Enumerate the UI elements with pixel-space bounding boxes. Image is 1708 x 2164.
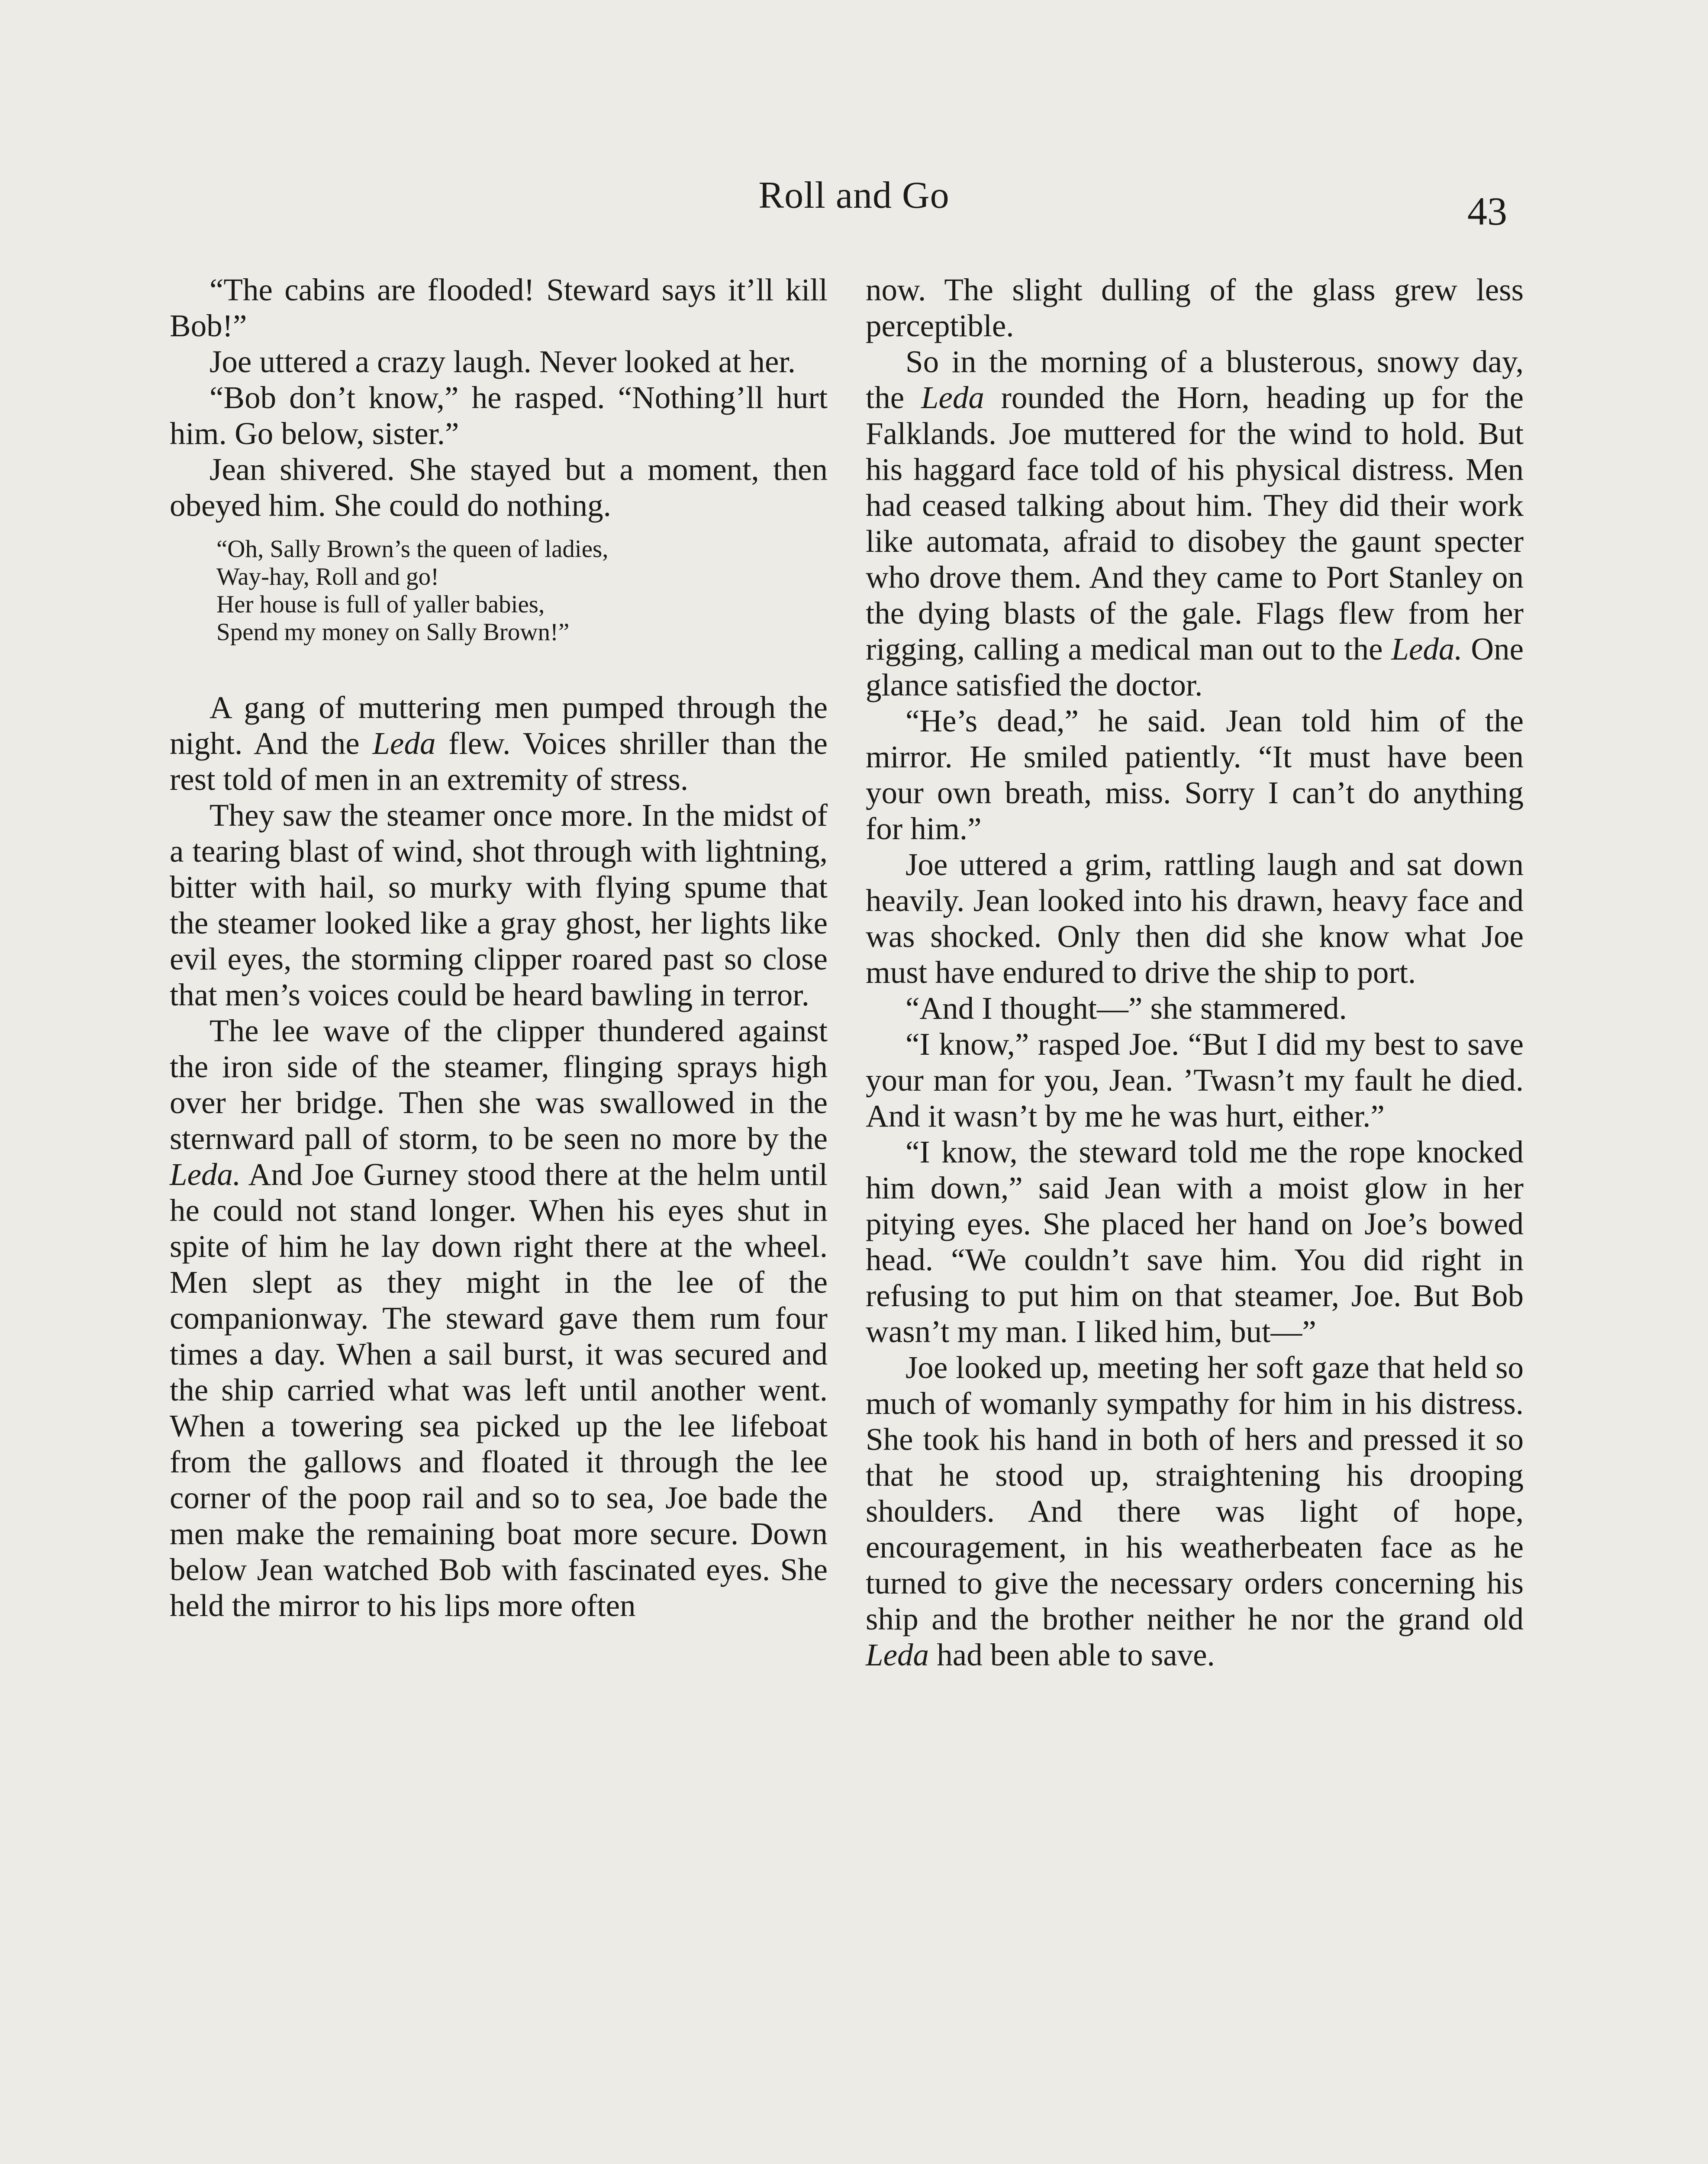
ship-name: Leda bbox=[866, 1637, 929, 1672]
verse-line: Way-hay, Roll and go! bbox=[216, 563, 439, 590]
text-run: had been able to save. bbox=[929, 1637, 1215, 1672]
text-run: flew. Voices shriller than the rest told of men in an extremity of stress. bbox=[170, 726, 828, 797]
ship-name: Leda bbox=[372, 726, 436, 761]
paragraph: “The cabins are flooded! Steward says it’ll kill Bob!” bbox=[170, 272, 828, 343]
text-run: rounded the Horn, heading up for the Falklands. Joe muttered for the wind to hold. But his haggard face told of his physical distress. Men had ceased talking about him. They did their work like automata, afraid to disobey the gaunt specter who drove them. And they came to Port Stanley on the dying blasts of the gale. Flags flew from her rigging, calling a medical man out to the bbox=[866, 380, 1524, 667]
paragraph-continued: now. The slight dulling of the glass grew less perceptible. bbox=[866, 272, 1524, 343]
paragraph: Joe uttered a grim, rattling laugh and sat down heavily. Jean looked into his drawn, heavy face and was shocked. Only then did she know what Joe must have endured to drive the ship to port. bbox=[866, 847, 1524, 990]
song-verse bbox=[170, 535, 828, 646]
paragraph: Jean shivered. She stayed but a moment, then obeyed him. She could do nothing. bbox=[170, 452, 828, 523]
left-column bbox=[170, 272, 828, 1623]
ship-name: Leda bbox=[921, 380, 984, 415]
text-run: One glance satisfied the doctor. bbox=[866, 631, 1524, 702]
paragraph: “I know, the steward told me the rope knocked him down,” said Jean with a moist glow in her pitying eyes. She placed her hand on Joe’s bowed head. “We couldn’t save him. You did right in refusing to put him on that steamer, Joe. But Bob wasn’t my man. I liked him, but—” bbox=[866, 1134, 1524, 1349]
text-run: Joe looked up, meeting her soft gaze that held so much of womanly sympathy for him in his distress. She took his hand in both of hers and pressed it so that he stood up, straightening his drooping shoulders. And there was light of hope, encouragement, in his weatherbeaten face as he turned to give the necessary orders concerning his ship and the brother neither he nor the grand old bbox=[866, 1350, 1524, 1636]
page-title: Roll and Go bbox=[758, 174, 950, 216]
paragraph: “He’s dead,” he said. Jean told him of the mirror. He smiled patiently. “It must have been your own breath, miss. Sorry I can’t do anything for him.” bbox=[866, 703, 1524, 846]
paragraph bbox=[170, 689, 828, 797]
paragraph: They saw the steamer once more. In the midst of a tearing blast of wind, shot through with lightning, bitter with hail, so murky with flying spume that the steamer looked like a gray ghost, her lights like evil eyes, the storming clipper roared past so close that men’s voices could be heard bawling in terror. bbox=[170, 798, 828, 1012]
right-column bbox=[866, 272, 1524, 1673]
paragraph: Joe uttered a crazy laugh. Never looked at her. bbox=[209, 344, 796, 379]
page-number: 43 bbox=[1467, 189, 1507, 233]
verse-line: “Oh, Sally Brown’s the queen of ladies, bbox=[216, 535, 609, 563]
paragraph bbox=[866, 344, 1524, 703]
paragraph: “I know,” rasped Joe. “But I did my best to save your man for you, Jean. ’Twasn’t my fault he died. And it wasn’t by me he was hurt, either.” bbox=[866, 1027, 1524, 1134]
paragraph: “And I thought—” she stammered. bbox=[906, 991, 1347, 1026]
text-run: The lee wave of the clipper thundered against the iron side of the steamer, flinging sprays high over her bridge. Then she was swallowed in the sternward pall of storm, to be seen no more by the bbox=[170, 1013, 828, 1156]
verse-line: Spend my money on Sally Brown!” bbox=[216, 618, 570, 646]
text-run: A gang of muttering men pumped through the night. And the bbox=[170, 690, 828, 761]
paragraph: “Bob don’t know,” he rasped. “Nothing’ll hurt him. Go below, sister.” bbox=[170, 380, 828, 451]
ship-name: Leda. bbox=[170, 1157, 241, 1192]
text-run: So in the morning of a blusterous, snowy day, the bbox=[866, 344, 1524, 415]
text-run: And Joe Gurney stood there at the helm until he could not stand longer. When his eyes shut in spite of him he lay down right there at the wheel. Men slept as they might in the lee of the companionway. The steward gave them rum four times a day. When a sail burst, it was secured and the ship carried what was left until another went. When a towering sea picked up the lee lifeboat from the gallows and floated it through the lee corner of the poop rail and so to sea, Joe bade the men make the remaining boat more secure. Down below Jean watched Bob with fascinated eyes. She held the mirror to his lips more often bbox=[170, 1157, 828, 1623]
paragraph bbox=[170, 1013, 828, 1623]
verse-line: Her house is full of yaller babies, bbox=[216, 591, 545, 618]
paragraph bbox=[866, 1349, 1524, 1673]
ship-name: Leda. bbox=[1391, 631, 1463, 667]
